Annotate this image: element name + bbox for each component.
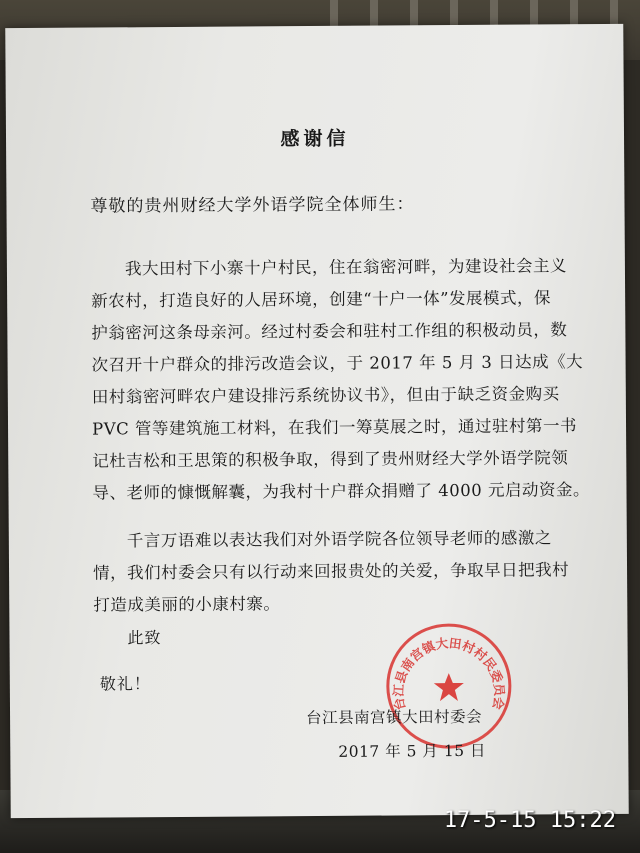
- paragraph-1-line: 田村翁密河畔农户建设排污系统协议书》，但由于缺乏资金购买: [91, 384, 560, 407]
- photo-timestamp: 17-5-15 15:22: [443, 808, 616, 833]
- signature: 台江县南宫镇大田村委会: [306, 707, 483, 728]
- paragraph-2-line: 千言万语难以表达我们对外语学院各位领导老师的感激之: [126, 528, 552, 551]
- paragraph-1-line: 次召开十户群众的排污改造会议，于 2017 年 5 月 3 日达成《大: [91, 352, 584, 375]
- salutation: 尊敬的贵州财经大学外语学院全体师生：: [90, 194, 415, 217]
- seal-text: 台江县南宫镇大田村村民委员会: [390, 635, 508, 712]
- paragraph-1-line: 导、老师的慷慨解囊，为我村十户群众捐赠了 4000 元启动资金。: [92, 480, 591, 503]
- letter-date: 2017 年 5 月 15 日: [338, 741, 487, 761]
- paragraph-1-line: 记杜吉松和王思策的积极争取，得到了贵州财经大学外语学院领: [92, 448, 569, 471]
- paragraph-2-line: 情，我们村委会只有以行动来回报贵处的关爱，争取早日把我村: [92, 560, 570, 583]
- letter-paper: [5, 24, 629, 818]
- paragraph-1-line: 新农村，打造良好的人居环境，创建“十户一体”发展模式，保: [91, 288, 552, 311]
- star-icon: [434, 673, 464, 701]
- official-seal: [383, 621, 514, 752]
- paragraph-1-line: 护翁密河这条母亲河。经过村委会和驻村工作组的积极动员，数: [91, 320, 568, 343]
- letter-title: 感谢信: [280, 127, 350, 151]
- paragraph-1-line: PVC 管等建筑施工材料，在我们一筹莫展之时，通过驻村第一书: [91, 416, 577, 439]
- paragraph-2-line: 打造成美丽的小康村寨。: [93, 594, 281, 615]
- closing-salute: 敬礼！: [99, 674, 151, 694]
- paragraph-1-line: 我大田村下小寨十户村民，住在翁密河畔，为建设社会主义: [124, 256, 567, 279]
- closing-respectfully: 此致: [127, 628, 162, 648]
